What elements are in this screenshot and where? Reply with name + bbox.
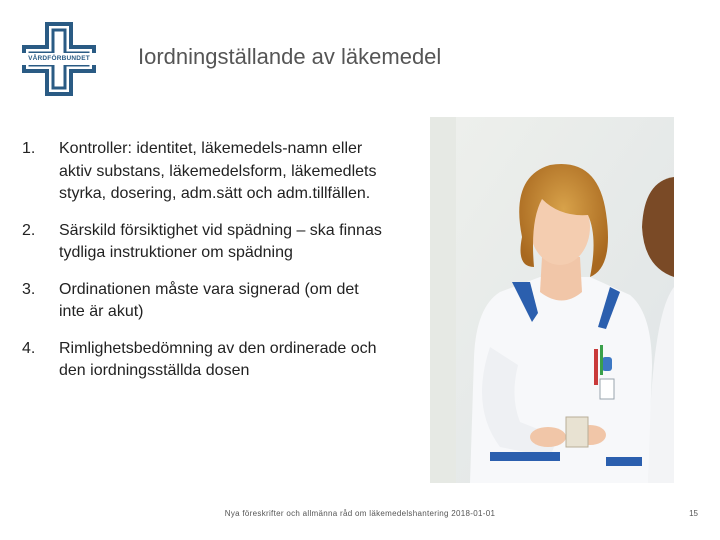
list-item [22,220,382,265]
vardforbundet-logo [22,22,96,96]
list-item [22,138,382,206]
logo-text: VÅRDFÖRBUNDET [22,53,96,65]
item-text: Särskild försiktighet vid spädning – ska finnas tydliga instruktioner om spädning [59,221,382,261]
item-text: Ordinationen måste vara signerad (om det inte är akut) [59,280,359,320]
item-number: 2. [22,221,36,239]
item-number: 4. [22,339,36,357]
page-number: 15 [689,509,698,518]
list-item [22,279,382,324]
footer-text: Nya föreskrifter och allmänna råd om läkemedelshantering 2018-01-01 [224,509,496,518]
item-number: 3. [22,280,36,298]
item-text: Rimlighetsbedömning av den ordinerade och den iordningsställda dosen [59,339,377,379]
nurse-photo [430,117,674,483]
slide-title: Iordningställande av läkemedel [138,44,442,69]
nurse-illustration [430,117,674,483]
checklist [22,138,382,383]
item-text: Kontroller: identitet, läkemedels-namn eller aktiv substans, läkemedelsform, läkemedlets styrka, dosering, adm.sätt och adm.tillfällen. [59,140,377,202]
item-number: 1. [22,140,36,157]
list-item [22,338,382,383]
